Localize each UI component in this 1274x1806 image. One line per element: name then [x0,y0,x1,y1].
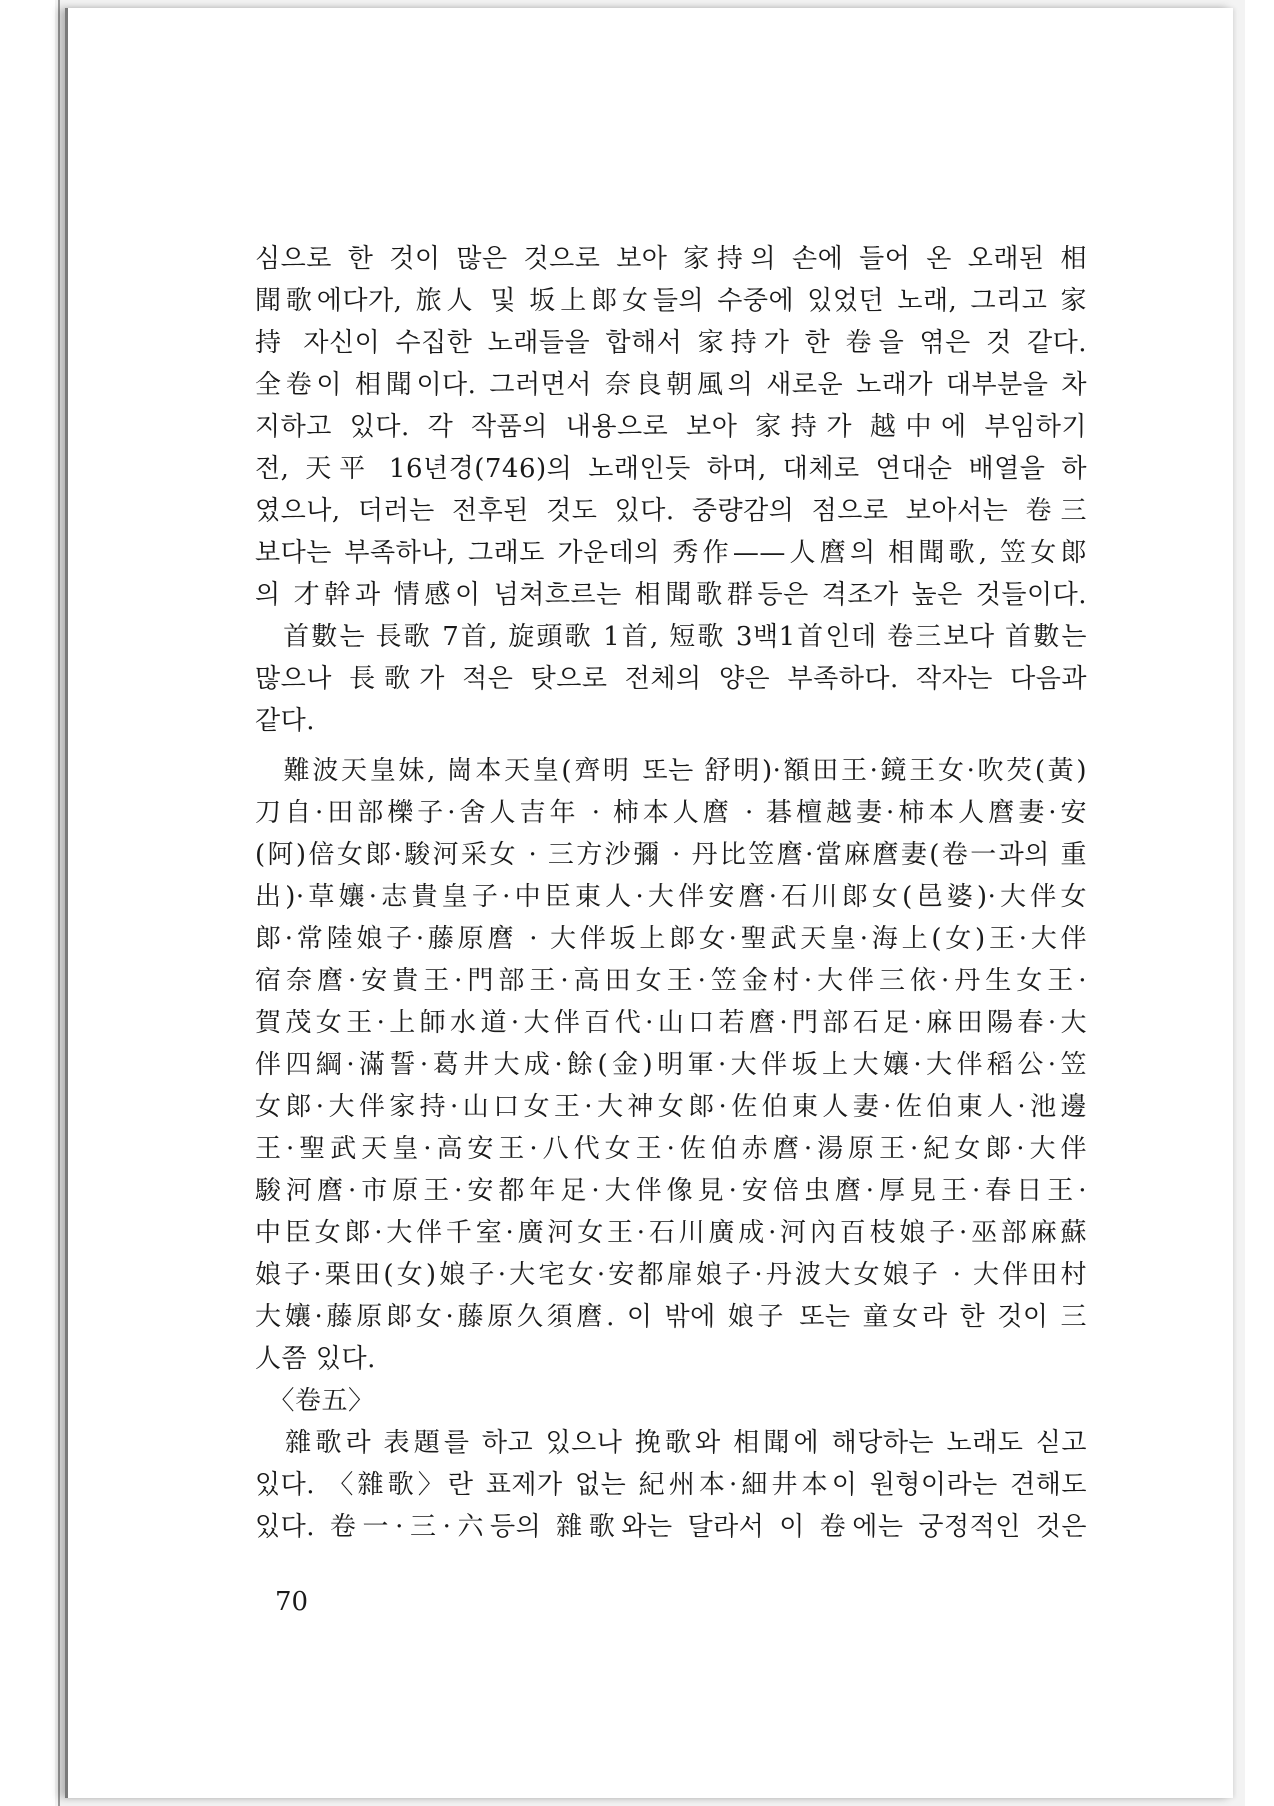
text-line: 刀自·田部櫟子·舍人吉年 · 柿本人麿 · 碁檀越妻·柿本人麿妻·安 [255,798,1087,828]
text-line: 中臣女郞·大伴千室·廣河女王·石川廣成·河內百枝娘子·巫部麻蘇 [255,1218,1087,1248]
text-line: 人쯤 있다. [255,1344,376,1374]
text-line: 宿奈麿·安貴王·門部王·高田女王·笠金村·大伴三依·丹生女王· [255,966,1087,996]
text-line: 伴四綱·滿誓·葛井大成·餘(金)明軍·大伴坂上大孃·大伴稻公·笠 [255,1050,1087,1080]
text-line: 있다. 卷一·三·六등의 雜歌와는 달라서 이 卷에는 궁정적인 것은 [255,1512,1087,1542]
text-line: 王·聖武天皇·高安王·八代女王·佐伯赤麿·湯原王·紀女郞·大伴 [255,1134,1087,1164]
body-text [255,238,1087,1548]
text-line: 出)·草孃·志貴皇子·中臣東人·大伴安麿·石川郞女(邑婆)·大伴女 [255,882,1087,912]
text-line: 難波天皇妹, 崗本天皇(齊明 또는 舒明)·額田王·鏡王女·吹芡(黃) [255,756,1087,786]
text-line: 같다. [255,706,315,736]
text-line: 持 자신이 수집한 노래들을 합해서 家持가 한 卷을 엮은 것 같다. [255,328,1087,358]
text-line: 賀茂女王·上師水道·大伴百代·山口若麿·門部石足·麻田陽春·大 [255,1008,1087,1038]
text-line: 女郞·大伴家持·山口女王·大神女郞·佐伯東人妻·佐伯東人·池邊 [255,1092,1087,1122]
paragraph-gap [255,742,1087,750]
text-line: 〈卷五〉 [255,1386,375,1416]
text-line: 雜歌라 表題를 하고 있으나 挽歌와 相聞에 해당하는 노래도 싣고 [255,1428,1087,1458]
text-line: 娘子·栗田(女)娘子·大宅女·安都扉娘子·丹波大女娘子 · 大伴田村 [255,1260,1087,1290]
text-line: 지하고 있다. 각 작품의 내용으로 보아 家持가 越中에 부임하기 [255,412,1087,442]
text-line: 전, 天平 16년경(746)의 노래인듯 하며, 대체로 연대순 배열을 하 [255,454,1087,484]
text-line: 駿河麿·市原王·安都年足·大伴像見·安倍虫麿·厚見王·春日王· [255,1176,1087,1206]
text-line: 많으나 長歌가 적은 탓으로 전체의 양은 부족하다. 작자는 다음과 [255,664,1087,694]
text-line: 全卷이 相聞이다. 그러면서 奈良朝風의 새로운 노래가 대부분을 차 [255,370,1087,400]
text-line: 였으나, 더러는 전후된 것도 있다. 중량감의 점으로 보아서는 卷三 [255,496,1087,526]
text-line: (阿)倍女郞·駿河采女 · 三方沙彌 · 丹比笠麿·當麻麿妻(卷一과의 重 [255,840,1087,870]
text-line: 심으로 한 것이 많은 것으로 보아 家持의 손에 들어 온 오래된 相 [255,244,1087,274]
text-line: 의 才幹과 情感이 넘쳐흐르는 相聞歌群등은 격조가 높은 것들이다. [255,580,1087,610]
text-line: 首數는 長歌 7首, 旋頭歌 1首, 短歌 3백1首인데 卷三보다 首數는 [255,622,1087,652]
text-line: 郞·常陸娘子·藤原麿 · 大伴坂上郞女·聖武天皇·海上(女)王·大伴 [255,924,1087,954]
text-line: 聞歌에다가, 旅人 및 坂上郞女들의 수중에 있었던 노래, 그리고 家 [255,286,1087,316]
text-line: 大孃·藤原郞女·藤原久須麿. 이 밖에 娘子 또는 童女라 한 것이 三 [255,1302,1087,1332]
page-edge [58,0,60,1806]
text-line: 보다는 부족하나, 그래도 가운데의 秀作——人麿의 相聞歌, 笠女郞 [255,538,1087,568]
text-line: 있다. 〈雜歌〉란 표제가 없는 紀州本·細井本이 원형이라는 견해도 [255,1470,1087,1500]
page-number: 70 [275,1587,309,1617]
